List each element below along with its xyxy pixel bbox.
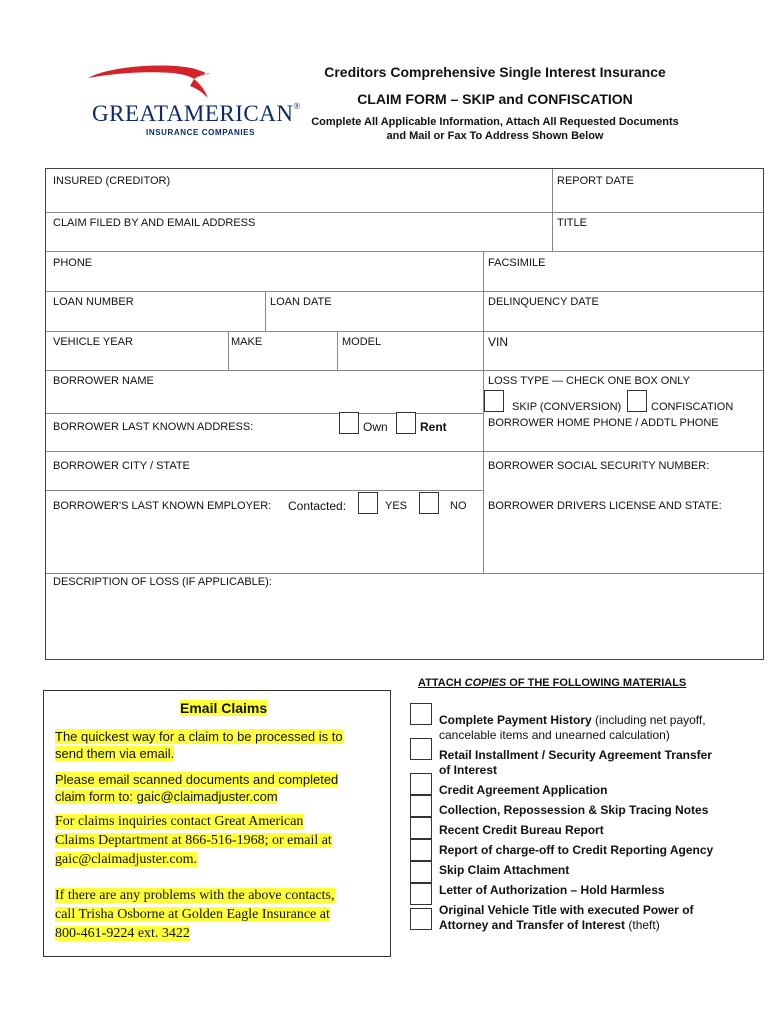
contacted-label: Contacted: — [288, 499, 347, 513]
email-claims-paragraph-1: The quickest way for a claim to be processed is to send them via email. — [55, 729, 343, 761]
own-checkbox[interactable] — [339, 412, 359, 434]
confiscation-label: CONFISCATION — [651, 401, 734, 413]
model-field[interactable]: MODEL — [342, 336, 382, 348]
borrower-address-field[interactable]: BORROWER LAST KNOWN ADDRESS: — [53, 421, 254, 433]
vin-field[interactable]: VIN — [488, 335, 509, 349]
material-checkbox-6[interactable] — [410, 839, 432, 861]
claim-filed-by-field[interactable]: CLAIM FILED BY AND EMAIL ADDRESS — [53, 217, 256, 229]
insured-creditor-field[interactable]: INSURED (CREDITOR) — [53, 175, 171, 187]
contacted-yes-checkbox[interactable] — [358, 492, 378, 514]
loan-date-field[interactable]: LOAN DATE — [270, 296, 332, 308]
material-checkbox-2[interactable] — [410, 738, 432, 760]
loss-type-label: LOSS TYPE — CHECK ONE BOX ONLY — [488, 375, 690, 387]
borrower-name-field[interactable]: BORROWER NAME — [53, 375, 154, 387]
material-checkbox-7[interactable] — [410, 861, 432, 883]
contacted-no-checkbox[interactable] — [419, 492, 439, 514]
own-label: Own — [363, 420, 388, 434]
form-title: CLAIM FORM – SKIP and CONFISCATION — [357, 91, 633, 107]
material-item-5: Recent Credit Bureau Report — [439, 823, 604, 837]
great-american-eagle-logo — [86, 62, 226, 102]
material-checkbox-9[interactable] — [410, 908, 432, 930]
borrower-employer-field[interactable]: BORROWER'S LAST KNOWN EMPLOYER: — [53, 500, 272, 512]
facsimile-field[interactable]: FACSIMILE — [488, 257, 546, 269]
logo-wordmark: GREATAMERICAN® — [92, 101, 301, 126]
material-checkbox-3[interactable] — [410, 773, 432, 795]
borrower-ssn-field[interactable]: BORROWER SOCIAL SECURITY NUMBER: — [488, 460, 710, 472]
vehicle-year-field[interactable]: VEHICLE YEAR — [53, 336, 133, 348]
make-field[interactable]: MAKE — [231, 336, 263, 348]
attach-materials-title: ATTACH COPIES OF THE FOLLOWING MATERIALS — [418, 677, 687, 689]
rent-label: Rent — [420, 420, 447, 434]
material-checkbox-4[interactable] — [410, 795, 432, 817]
material-item-4: Collection, Repossession & Skip Tracing Notes — [439, 803, 709, 817]
claim-form-grid — [45, 168, 764, 660]
borrower-home-phone-field[interactable]: BORROWER HOME PHONE / ADDTL PHONE — [488, 417, 719, 429]
contacted-yes-label: YES — [385, 500, 408, 512]
loan-number-field[interactable]: LOAN NUMBER — [53, 296, 134, 308]
description-of-loss-field[interactable]: DESCRIPTION OF LOSS (IF APPLICABLE): — [53, 576, 272, 588]
material-item-9: Original Vehicle Title with executed Power of Attorney and Transfer of Interest (theft) — [439, 903, 694, 932]
material-item-6: Report of charge-off to Credit Reporting Agency — [439, 843, 714, 857]
form-heading: Creditors Comprehensive Single Interest Insurance — [324, 64, 666, 80]
email-claims-paragraph-2: Please email scanned documents and completed claim form to: gaic@claimadjuster.com — [55, 772, 339, 804]
material-item-3: Credit Agreement Application — [439, 783, 608, 797]
delinquency-date-field[interactable]: DELINQUENCY DATE — [488, 296, 599, 308]
title-field[interactable]: TITLE — [557, 217, 587, 229]
phone-field[interactable]: PHONE — [53, 257, 93, 269]
skip-conversion-label: SKIP (CONVERSION) — [512, 401, 622, 413]
logo-subtitle: INSURANCE COMPANIES — [146, 128, 256, 137]
material-item-8: Letter of Authorization – Hold Harmless — [439, 883, 665, 897]
email-claims-paragraph-3: For claims inquiries contact Great American Claims Deptartment at 866-516-1968; or email at gaic@claimadjuster.com. — [55, 814, 332, 867]
email-claims-title: Email Claims — [180, 700, 268, 716]
email-claims-paragraph-4: If there are any problems with the above contacts, call Trisha Osborne at Golden Eagle Insurance at 800-461-9224 ext. 3422 — [55, 888, 335, 941]
skip-conversion-checkbox[interactable] — [484, 390, 504, 412]
borrower-city-state-field[interactable]: BORROWER CITY / STATE — [53, 460, 190, 472]
material-item-1: Complete Payment History (including net payoff, cancelable items and unearned calculation) — [439, 713, 706, 742]
form-instructions: Complete All Applicable Information, Attach All Requested Documents and Mail or Fax To Address Shown Below — [311, 116, 679, 142]
material-checkbox-5[interactable] — [410, 817, 432, 839]
borrower-drivers-license-field[interactable]: BORROWER DRIVERS LICENSE AND STATE: — [488, 500, 722, 512]
material-checkbox-1[interactable] — [410, 703, 432, 725]
material-item-2: Retail Installment / Security Agreement Transfer of Interest — [439, 748, 712, 777]
report-date-field[interactable]: REPORT DATE — [557, 175, 635, 187]
confiscation-checkbox[interactable] — [627, 390, 647, 412]
contacted-no-label: NO — [450, 500, 467, 512]
material-checkbox-8[interactable] — [410, 883, 432, 905]
material-item-7: Skip Claim Attachment — [439, 863, 570, 877]
rent-checkbox[interactable] — [396, 412, 416, 434]
